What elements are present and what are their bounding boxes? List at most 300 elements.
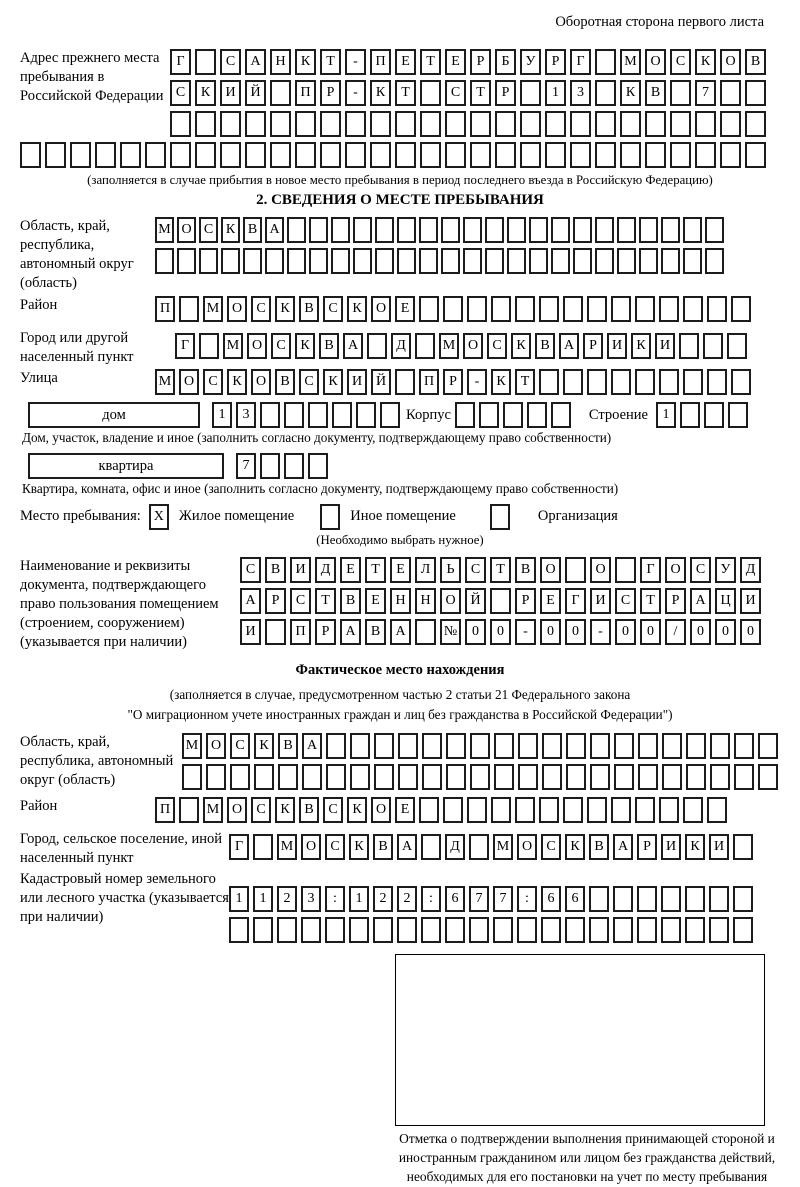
char-cell — [645, 111, 666, 137]
char-cell — [542, 733, 562, 759]
actual-region-rows — [182, 733, 782, 795]
char-cell: Ь — [440, 557, 461, 583]
char-cell: О — [517, 834, 537, 860]
char-cell: С — [670, 49, 691, 75]
char-cell — [491, 797, 511, 823]
char-cell — [179, 296, 199, 322]
actual-region-label: Область, край, республика, автономный округ (область) — [20, 733, 174, 789]
char-cell: 1 — [212, 402, 232, 428]
city-label: Город или другой населенный пункт — [20, 329, 134, 365]
char-cell: 1 — [545, 80, 566, 106]
char-cell: В — [745, 49, 766, 75]
char-cell — [485, 217, 504, 243]
char-cell — [245, 111, 266, 137]
stay-type-option-organization: Организация — [537, 508, 618, 525]
char-cell — [595, 80, 616, 106]
char-cell: Т — [470, 80, 491, 106]
char-cell — [570, 111, 591, 137]
char-cell: С — [615, 588, 636, 614]
stay-type-row — [20, 504, 780, 530]
char-cell — [527, 402, 547, 428]
char-cell — [695, 142, 716, 168]
char-cell: - — [345, 49, 366, 75]
apartment-note: Квартира, комната, офис и иное (заполнить согласно документу, подтверждающему право собственности) — [22, 480, 619, 496]
char-cell — [320, 142, 341, 168]
char-cell: Д — [315, 557, 336, 583]
char-cell: А — [240, 588, 261, 614]
confirmation-caption: Отметка о подтверждении выполнения принимающей стороной и иностранным гражданином или лицом без гражданства действий, необходимых для его постановки на учет по месту пребывания — [398, 1131, 776, 1184]
char-cell — [685, 886, 705, 912]
char-cell — [398, 733, 418, 759]
char-cell: Т — [395, 80, 416, 106]
char-cell — [589, 886, 609, 912]
char-cell: В — [515, 557, 536, 583]
char-cell — [287, 217, 306, 243]
stay-type-label: Место пребывания: — [20, 508, 141, 525]
char-cell — [455, 402, 475, 428]
char-cell — [710, 733, 730, 759]
char-cell: О — [177, 217, 196, 243]
char-cell — [679, 333, 699, 359]
char-cell — [326, 764, 346, 790]
char-cell: Ц — [715, 588, 736, 614]
char-cell: 0 — [465, 619, 486, 645]
char-cell — [419, 296, 439, 322]
char-cell: С — [199, 217, 218, 243]
char-cell: Р — [470, 49, 491, 75]
prev-address-overflow-row — [20, 142, 780, 168]
char-cell: О — [665, 557, 686, 583]
char-cell: С — [299, 369, 319, 395]
char-cell: Р — [315, 619, 336, 645]
char-cell — [520, 80, 541, 106]
char-cell: А — [397, 834, 417, 860]
char-cell — [419, 797, 439, 823]
char-cell: К — [347, 296, 367, 322]
char-cell — [565, 557, 586, 583]
char-cell — [370, 111, 391, 137]
char-cell: М — [155, 369, 175, 395]
char-cell — [195, 49, 216, 75]
char-cell: М — [203, 296, 223, 322]
char-cell: Т — [515, 369, 535, 395]
char-cell: : — [421, 886, 441, 912]
char-cell — [495, 142, 516, 168]
korpus-cells — [455, 402, 575, 428]
char-cell: 2 — [397, 886, 417, 912]
char-cell: И — [661, 834, 681, 860]
char-cell — [683, 217, 702, 243]
char-cell — [617, 248, 636, 274]
char-cell — [637, 917, 657, 943]
char-cell — [545, 111, 566, 137]
char-cell — [374, 764, 394, 790]
char-cell — [620, 111, 641, 137]
apartment-cells — [236, 453, 332, 479]
cell-row — [240, 557, 765, 583]
char-cell: И — [347, 369, 367, 395]
actual-location-note-line1: (заполняется в случае, предусмотренном частью 2 статьи 21 Федерального закона — [169, 687, 631, 703]
char-cell: А — [265, 217, 284, 243]
char-cell — [415, 619, 436, 645]
char-cell: П — [290, 619, 311, 645]
char-cell: К — [631, 333, 651, 359]
char-cell — [710, 764, 730, 790]
char-cell: К — [254, 733, 274, 759]
stay-type-option-other: Иное помещение — [350, 508, 456, 525]
char-cell — [563, 369, 583, 395]
char-cell — [470, 142, 491, 168]
char-cell: - — [590, 619, 611, 645]
char-cell — [230, 764, 250, 790]
char-cell: К — [620, 80, 641, 106]
char-cell: О — [251, 369, 271, 395]
char-cell — [659, 797, 679, 823]
apartment-block — [20, 453, 780, 479]
char-cell — [573, 217, 592, 243]
char-cell — [397, 217, 416, 243]
char-cell — [745, 142, 766, 168]
char-cell: М — [620, 49, 641, 75]
char-cell: В — [645, 80, 666, 106]
char-cell — [670, 142, 691, 168]
char-cell — [206, 764, 226, 790]
char-cell — [479, 402, 499, 428]
char-cell: К — [349, 834, 369, 860]
char-cell: О — [371, 797, 391, 823]
char-cell: О — [206, 733, 226, 759]
char-cell — [620, 142, 641, 168]
char-cell — [395, 369, 415, 395]
char-cell: 6 — [445, 886, 465, 912]
char-cell: 0 — [740, 619, 761, 645]
char-cell: Т — [315, 588, 336, 614]
char-cell: С — [220, 49, 241, 75]
region-label: Область, край, республика, автономный округ (область) — [20, 218, 134, 292]
char-cell: 0 — [540, 619, 561, 645]
char-cell: 7 — [695, 80, 716, 106]
char-cell — [345, 111, 366, 137]
char-cell — [686, 733, 706, 759]
char-cell — [635, 369, 655, 395]
char-cell: И — [290, 557, 311, 583]
district-block — [20, 296, 780, 327]
apartment-type-field: квартира — [28, 453, 224, 479]
char-cell — [422, 733, 442, 759]
char-cell — [195, 111, 216, 137]
char-cell — [145, 142, 166, 168]
char-cell: С — [690, 557, 711, 583]
char-cell: М — [493, 834, 513, 860]
char-cell — [683, 296, 703, 322]
actual-region-block — [20, 733, 780, 795]
char-cell — [589, 917, 609, 943]
char-cell — [177, 248, 196, 274]
char-cell — [539, 296, 559, 322]
char-cell — [705, 248, 724, 274]
char-cell — [441, 217, 460, 243]
char-cell — [595, 142, 616, 168]
char-cell — [373, 917, 393, 943]
char-cell — [659, 369, 679, 395]
house-number-cells — [212, 402, 404, 428]
char-cell: 3 — [570, 80, 591, 106]
prev-address-label: Адрес прежнего места пребывания в Российской Федерации — [20, 50, 164, 105]
char-cell: А — [613, 834, 633, 860]
char-cell — [485, 248, 504, 274]
char-cell — [446, 733, 466, 759]
char-cell — [638, 733, 658, 759]
char-cell — [745, 111, 766, 137]
char-cell — [345, 142, 366, 168]
char-cell — [638, 764, 658, 790]
char-cell: Т — [420, 49, 441, 75]
char-cell: 6 — [565, 886, 585, 912]
char-cell: В — [265, 557, 286, 583]
char-cell: М — [203, 797, 223, 823]
char-cell — [195, 142, 216, 168]
char-cell — [380, 402, 400, 428]
char-cell: 6 — [541, 886, 561, 912]
char-cell — [309, 248, 328, 274]
char-cell — [220, 111, 241, 137]
char-cell — [566, 733, 586, 759]
char-cell — [170, 142, 191, 168]
char-cell — [270, 142, 291, 168]
char-cell — [182, 764, 202, 790]
cell-row — [170, 80, 770, 106]
char-cell — [539, 797, 559, 823]
char-cell — [95, 142, 116, 168]
page-side-note: Оборотная сторона первого листа — [555, 14, 764, 30]
char-cell: - — [345, 80, 366, 106]
char-cell: : — [517, 886, 537, 912]
cadastral-rows — [229, 886, 757, 948]
char-cell — [611, 296, 631, 322]
char-cell — [595, 217, 614, 243]
char-cell: 7 — [236, 453, 256, 479]
char-cell: К — [195, 80, 216, 106]
char-cell — [731, 369, 751, 395]
char-cell: Г — [565, 588, 586, 614]
char-cell — [707, 369, 727, 395]
char-cell — [420, 142, 441, 168]
char-cell — [441, 248, 460, 274]
char-cell — [545, 142, 566, 168]
char-cell — [302, 764, 322, 790]
char-cell — [685, 917, 705, 943]
stroenie-cells — [656, 402, 752, 428]
char-cell — [587, 296, 607, 322]
char-cell — [587, 369, 607, 395]
char-cell — [639, 217, 658, 243]
char-cell — [587, 797, 607, 823]
region-block — [20, 217, 780, 294]
char-cell: М — [439, 333, 459, 359]
actual-city-label: Город, сельское поселение, иной населенный пункт — [20, 830, 223, 867]
char-cell: И — [655, 333, 675, 359]
char-cell — [683, 369, 703, 395]
cell-row — [182, 733, 782, 759]
char-cell — [301, 917, 321, 943]
char-cell — [309, 217, 328, 243]
actual-location-title: Фактическое место нахождения — [295, 662, 505, 679]
char-cell — [325, 917, 345, 943]
char-cell: 1 — [349, 886, 369, 912]
char-cell: Р — [320, 80, 341, 106]
char-cell: Е — [395, 49, 416, 75]
char-cell: В — [365, 619, 386, 645]
char-cell: К — [221, 217, 240, 243]
char-cell — [733, 886, 753, 912]
char-cell: Т — [320, 49, 341, 75]
char-cell — [470, 733, 490, 759]
char-cell — [20, 142, 41, 168]
cadastral-label: Кадастровый номер земельного или лесного участка (указывается при наличии) — [20, 871, 229, 926]
cell-row — [240, 588, 765, 614]
char-cell — [295, 142, 316, 168]
char-cell: С — [323, 797, 343, 823]
char-cell: С — [251, 296, 271, 322]
cell-row — [170, 111, 770, 137]
char-cell: С — [203, 369, 223, 395]
char-cell: К — [565, 834, 585, 860]
char-cell — [570, 142, 591, 168]
char-cell — [421, 917, 441, 943]
char-cell: К — [323, 369, 343, 395]
char-cell: А — [690, 588, 711, 614]
char-cell: О — [247, 333, 267, 359]
char-cell — [199, 333, 219, 359]
char-cell — [613, 917, 633, 943]
char-cell: П — [295, 80, 316, 106]
char-cell: К — [685, 834, 705, 860]
cell-row — [155, 797, 731, 823]
char-cell — [253, 834, 273, 860]
char-cell: 3 — [236, 402, 256, 428]
char-cell: О — [590, 557, 611, 583]
char-cell: К — [695, 49, 716, 75]
char-cell — [565, 917, 585, 943]
char-cell — [467, 296, 487, 322]
char-cell: М — [223, 333, 243, 359]
stay-type-checkbox-residential: X — [149, 504, 169, 530]
char-cell — [155, 248, 174, 274]
char-cell — [420, 80, 441, 106]
char-cell: Г — [570, 49, 591, 75]
cell-row — [229, 917, 757, 943]
char-cell: К — [491, 369, 511, 395]
char-cell — [463, 217, 482, 243]
char-cell: К — [347, 797, 367, 823]
char-cell: - — [515, 619, 536, 645]
char-cell: А — [340, 619, 361, 645]
char-cell: В — [589, 834, 609, 860]
char-cell — [518, 764, 538, 790]
char-cell: П — [155, 296, 175, 322]
char-cell: № — [440, 619, 461, 645]
char-cell: О — [645, 49, 666, 75]
char-cell — [615, 557, 636, 583]
char-cell — [551, 217, 570, 243]
char-cell: О — [540, 557, 561, 583]
char-cell: В — [299, 797, 319, 823]
char-cell: Г — [229, 834, 249, 860]
char-cell — [419, 217, 438, 243]
char-cell: 7 — [469, 886, 489, 912]
char-cell — [661, 248, 680, 274]
char-cell: Е — [365, 588, 386, 614]
char-cell — [350, 733, 370, 759]
char-cell — [295, 111, 316, 137]
char-cell — [253, 917, 273, 943]
char-cell: 3 — [301, 886, 321, 912]
char-cell — [270, 80, 291, 106]
char-cell — [720, 142, 741, 168]
char-cell: С — [271, 333, 291, 359]
char-cell — [120, 142, 141, 168]
char-cell: С — [325, 834, 345, 860]
char-cell — [422, 764, 442, 790]
char-cell: У — [715, 557, 736, 583]
char-cell — [398, 764, 418, 790]
char-cell — [353, 217, 372, 243]
char-cell — [645, 142, 666, 168]
char-cell: 1 — [253, 886, 273, 912]
char-cell: Т — [365, 557, 386, 583]
prev-address-block — [20, 49, 780, 142]
char-cell: К — [370, 80, 391, 106]
char-cell — [284, 453, 304, 479]
char-cell — [326, 733, 346, 759]
char-cell: С — [251, 797, 271, 823]
char-cell — [707, 296, 727, 322]
char-cell — [529, 217, 548, 243]
char-cell: С — [541, 834, 561, 860]
char-cell — [45, 142, 66, 168]
char-cell — [467, 797, 487, 823]
char-cell: С — [465, 557, 486, 583]
char-cell: В — [373, 834, 393, 860]
char-cell — [683, 797, 703, 823]
char-cell: О — [463, 333, 483, 359]
char-cell — [265, 248, 284, 274]
char-cell: Д — [740, 557, 761, 583]
char-cell — [573, 248, 592, 274]
char-cell — [728, 402, 748, 428]
char-cell — [332, 402, 352, 428]
char-cell — [308, 402, 328, 428]
char-cell — [415, 333, 435, 359]
char-cell — [470, 764, 490, 790]
char-cell — [659, 296, 679, 322]
char-cell — [70, 142, 91, 168]
char-cell: А — [390, 619, 411, 645]
document-label: Наименование и реквизиты документа, подтверждающего право пользования помещением (строением, сооружением) (указывается при наличии) — [20, 557, 219, 651]
char-cell — [680, 402, 700, 428]
char-cell — [331, 217, 350, 243]
char-cell: Г — [170, 49, 191, 75]
char-cell: В — [278, 733, 298, 759]
char-cell — [595, 111, 616, 137]
char-cell — [443, 296, 463, 322]
char-cell — [515, 296, 535, 322]
char-cell — [353, 248, 372, 274]
char-cell — [350, 764, 370, 790]
char-cell — [518, 733, 538, 759]
char-cell — [517, 917, 537, 943]
district-label: Район — [20, 296, 58, 313]
